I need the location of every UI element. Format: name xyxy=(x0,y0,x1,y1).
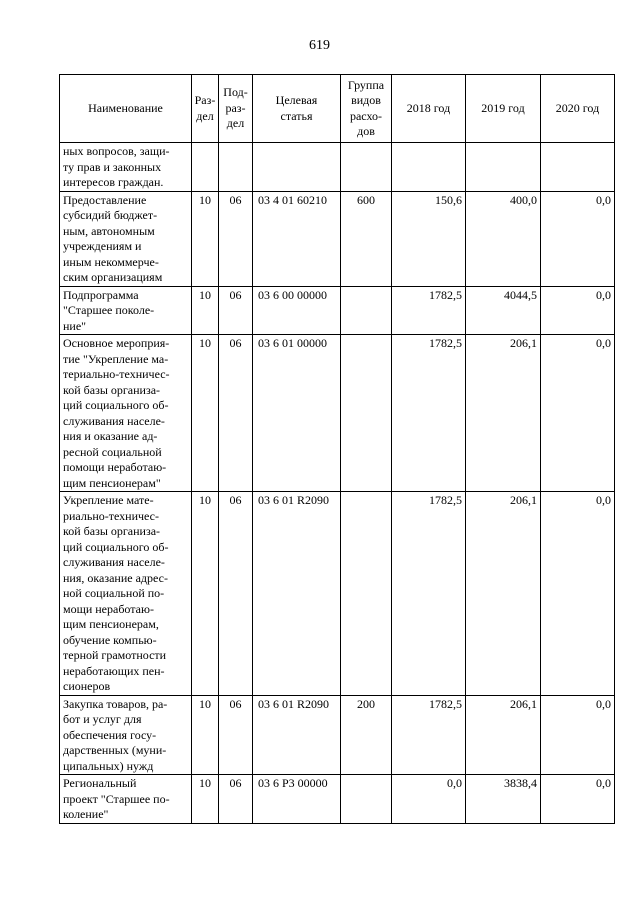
cell-group xyxy=(341,286,392,335)
cell-section: 10 xyxy=(192,286,219,335)
cell-2020: 0,0 xyxy=(541,695,615,775)
col-header-name xyxy=(60,75,192,143)
cell-2019: 4044,5 xyxy=(466,286,541,335)
cell-subsection: 06 xyxy=(219,335,253,492)
cell-target xyxy=(253,143,341,192)
cell-target: 03 6 01 R2090 xyxy=(253,492,341,696)
table-row xyxy=(60,775,615,824)
col-header-target xyxy=(253,75,341,143)
cell-2018 xyxy=(392,143,466,192)
cell-2018: 1782,5 xyxy=(392,335,466,492)
header-2018-text: 2018 год xyxy=(406,100,451,115)
col-header-subsection xyxy=(219,75,253,143)
cell-group xyxy=(341,335,392,492)
cell-target: 03 6 00 00000 xyxy=(253,286,341,335)
cell-section xyxy=(192,143,219,192)
cell-2020: 0,0 xyxy=(541,191,615,286)
col-header-2018 xyxy=(392,75,466,143)
table-row xyxy=(60,695,615,775)
cell-2018: 0,0 xyxy=(392,775,466,824)
cell-subsection: 06 xyxy=(219,492,253,696)
header-group-text: Группа видов расхо- дов xyxy=(347,77,385,138)
table-row xyxy=(60,143,615,192)
cell-2018: 150,6 xyxy=(392,191,466,286)
page-number: 619 xyxy=(309,38,330,53)
cell-name: Укрепление мате- риально-техничес- кой базы организа- ций социального об- служивания населе- ния, оказание адрес- ной социальной по- мощи неработаю- щим пенсионерам, обучение компью- терной грамотности неработающих пен- сионеров xyxy=(60,492,192,696)
cell-target: 03 6 P3 00000 xyxy=(253,775,341,824)
cell-name: Основное мероприя- тие "Укрепление ма- териально-техничес- кой базы организа- ций социального об- служивания населе- ния и оказание ад- ресной социальной помощи неработаю- щим пенсионерам" xyxy=(60,335,192,492)
cell-subsection: 06 xyxy=(219,191,253,286)
col-header-section xyxy=(192,75,219,143)
cell-group: 600 xyxy=(341,191,392,286)
cell-2020: 0,0 xyxy=(541,335,615,492)
cell-section: 10 xyxy=(192,191,219,286)
header-subsection-text: Под- раз- дел xyxy=(223,85,248,131)
header-name-text: Наименование xyxy=(88,100,163,115)
cell-2018: 1782,5 xyxy=(392,286,466,335)
col-header-group xyxy=(341,75,392,143)
cell-2019: 206,1 xyxy=(466,335,541,492)
cell-group: 200 xyxy=(341,695,392,775)
table-row xyxy=(60,492,615,696)
cell-group xyxy=(341,492,392,696)
cell-2020: 0,0 xyxy=(541,492,615,696)
cell-target: 03 6 01 00000 xyxy=(253,335,341,492)
table-row xyxy=(60,286,615,335)
cell-2018: 1782,5 xyxy=(392,695,466,775)
cell-subsection: 06 xyxy=(219,775,253,824)
budget-table xyxy=(59,74,615,824)
header-target-text: Целевая статья xyxy=(275,93,318,123)
cell-name: Предоставление субсидий бюджет- ным, автономным учреждениям и иным некоммерче- ским организациям xyxy=(60,191,192,286)
header-section-text: Раз- дел xyxy=(194,93,216,123)
header-2020-text: 2020 год xyxy=(555,100,600,115)
cell-target: 03 4 01 60210 xyxy=(253,191,341,286)
cell-2019: 400,0 xyxy=(466,191,541,286)
cell-2019: 206,1 xyxy=(466,695,541,775)
cell-subsection: 06 xyxy=(219,695,253,775)
cell-2020: 0,0 xyxy=(541,775,615,824)
cell-name: ных вопросов, защи- ту прав и законных интересов граждан. xyxy=(60,143,192,192)
cell-2018: 1782,5 xyxy=(392,492,466,696)
header-2019-text: 2019 год xyxy=(481,100,525,115)
cell-2019: 206,1 xyxy=(466,492,541,696)
cell-group xyxy=(341,143,392,192)
cell-section: 10 xyxy=(192,335,219,492)
cell-subsection xyxy=(219,143,253,192)
cell-section: 10 xyxy=(192,695,219,775)
col-header-2020 xyxy=(541,75,615,143)
cell-target: 03 6 01 R2090 xyxy=(253,695,341,775)
cell-name: Закупка товаров, ра- бот и услуг для обеспечения госу- дарственных (муни- ципальных) нужд xyxy=(60,695,192,775)
col-header-2019 xyxy=(466,75,541,143)
table-row xyxy=(60,335,615,492)
header-row xyxy=(60,75,615,143)
cell-section: 10 xyxy=(192,492,219,696)
cell-subsection: 06 xyxy=(219,286,253,335)
cell-section: 10 xyxy=(192,775,219,824)
cell-name: Региональный проект "Старшее по- коление" xyxy=(60,775,192,824)
cell-2020 xyxy=(541,143,615,192)
cell-2020: 0,0 xyxy=(541,286,615,335)
table-row xyxy=(60,191,615,286)
cell-name: Подпрограмма "Старшее поколе- ние" xyxy=(60,286,192,335)
cell-2019 xyxy=(466,143,541,192)
cell-2019: 3838,4 xyxy=(466,775,541,824)
cell-group xyxy=(341,775,392,824)
